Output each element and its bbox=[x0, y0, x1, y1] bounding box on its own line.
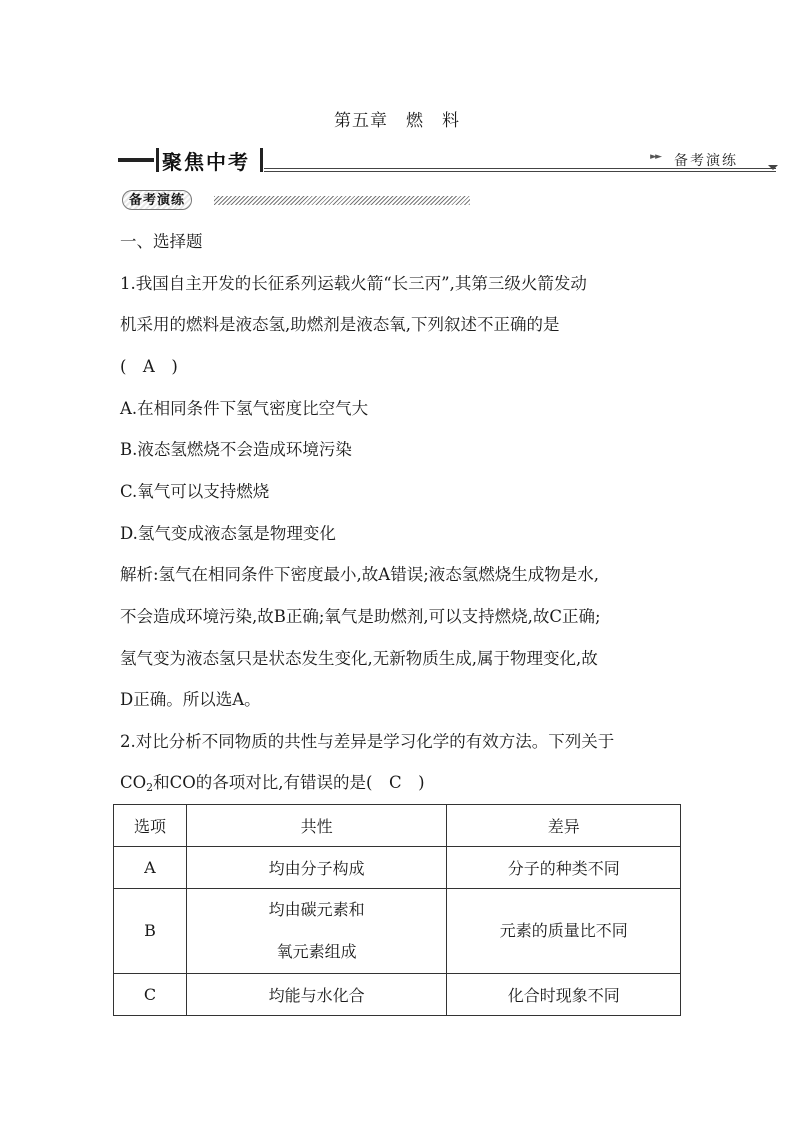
q1-analysis-line: 氢气变为液态氢只是状态发生变化,无新物质生成,属于物理变化,故 bbox=[120, 649, 598, 668]
badge-label: 备考演练 bbox=[122, 190, 192, 210]
triangle-down-icon bbox=[768, 165, 778, 170]
q1-option: B.液态氢燃烧不会造成环境污染 bbox=[120, 440, 352, 459]
table-cell-common: 均由分子构成 bbox=[186, 847, 447, 889]
q1-analysis-line: D正确。所以选A。 bbox=[120, 690, 261, 709]
badge-hatch-decoration bbox=[214, 196, 470, 205]
comparison-table bbox=[113, 804, 681, 1016]
table-header-row bbox=[114, 805, 681, 847]
double-arrow-icon: ►► bbox=[650, 152, 660, 162]
q1-option: A.在相同条件下氢气密度比空气大 bbox=[120, 399, 369, 418]
section-heading: 一、选择题 bbox=[120, 232, 203, 251]
banner-divider bbox=[156, 148, 159, 172]
q1-stem-line: 1.我国自主开发的长征系列运载火箭“长三丙”,其第三级火箭发动 bbox=[120, 274, 587, 293]
q1-option: C.氧气可以支持燃烧 bbox=[120, 482, 270, 501]
table-cell-common: 均能与水化合 bbox=[186, 974, 447, 1016]
table-cell-option: A bbox=[114, 847, 187, 889]
q1-answer: ( A ) bbox=[120, 357, 178, 376]
formula-co2: CO bbox=[120, 773, 147, 792]
q1-analysis-line: 解析:氢气在相同条件下密度最小,故A错误;液态氢燃烧生成物是水, bbox=[120, 565, 600, 584]
banner-heading: 聚焦中考 bbox=[162, 150, 250, 174]
table-header-cell: 选项 bbox=[114, 805, 187, 847]
banner-rule bbox=[264, 171, 776, 172]
banner-lead-line bbox=[118, 158, 154, 162]
table-row bbox=[114, 847, 681, 889]
q2-stem-line bbox=[120, 773, 425, 793]
table-header-cell: 差异 bbox=[447, 805, 681, 847]
table-row bbox=[114, 889, 681, 974]
table-cell-option: B bbox=[114, 889, 187, 974]
banner-divider bbox=[260, 148, 263, 172]
table-cell-common bbox=[186, 889, 447, 974]
table-cell-option: C bbox=[114, 974, 187, 1016]
table-cell-line: 氧元素组成 bbox=[276, 942, 357, 961]
q2-stem-line: 2.对比分析不同物质的共性与差异是学习化学的有效方法。下列关于 bbox=[120, 732, 615, 751]
q1-option: D.氢气变成液态氢是物理变化 bbox=[120, 524, 336, 543]
q2-stem-rest: 和CO的各项对比,有错误的是( C ) bbox=[153, 773, 425, 792]
sub-section-badge bbox=[122, 190, 470, 210]
table-cell-line: 均由碳元素和 bbox=[268, 900, 365, 919]
q1-analysis-line: 不会造成环境污染,故B正确;氧气是助燃剂,可以支持燃烧,故C正确; bbox=[120, 607, 601, 626]
table-cell-diff: 化合时现象不同 bbox=[447, 974, 681, 1016]
q1-stem-line: 机采用的燃料是液态氢,助燃剂是液态氧,下列叙述不正确的是 bbox=[120, 315, 560, 334]
table-cell-diff: 元素的质量比不同 bbox=[447, 889, 681, 974]
banner-right-label: 备考演练 bbox=[674, 153, 738, 169]
table-row bbox=[114, 974, 681, 1016]
table-header-cell: 共性 bbox=[186, 805, 447, 847]
formula-subscript: 2 bbox=[146, 781, 154, 794]
table-cell-diff: 分子的种类不同 bbox=[447, 847, 681, 889]
section-banner bbox=[118, 146, 778, 174]
chapter-title: 第五章 燃 料 bbox=[334, 111, 460, 131]
